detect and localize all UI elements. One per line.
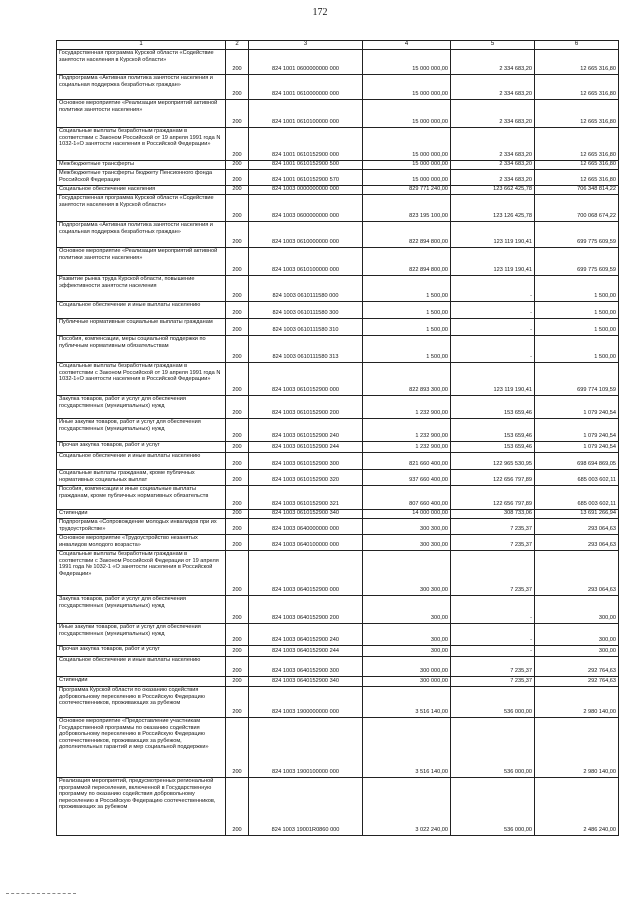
- row-plan-cell: 15 000 000,00: [363, 75, 451, 100]
- row-code-cell: 200: [226, 336, 249, 363]
- row-classifier-cell: 824 1001 0610152900 570: [249, 170, 363, 186]
- row-plan-cell: 300,00: [363, 624, 451, 646]
- row-remaining-cell: 1 500,00: [535, 302, 619, 319]
- row-code-cell: 200: [226, 519, 249, 535]
- row-remaining-cell: 300,00: [535, 596, 619, 624]
- row-code-cell: 200: [226, 535, 249, 551]
- row-plan-cell: 300 000,00: [363, 677, 451, 687]
- table-row: [57, 519, 619, 535]
- row-executed-cell: 122 965 530,95: [451, 453, 535, 470]
- row-plan-cell: 1 500,00: [363, 336, 451, 363]
- table-row: [57, 442, 619, 453]
- table-row: [57, 687, 619, 718]
- row-executed-cell: 7 235,37: [451, 657, 535, 677]
- row-code-cell: 200: [226, 596, 249, 624]
- row-remaining-cell: 685 003 602,11: [535, 470, 619, 486]
- row-code-cell: 200: [226, 453, 249, 470]
- row-classifier-cell: 824 1003 0610000000 000: [249, 222, 363, 248]
- table-row: [57, 186, 619, 195]
- row-name-cell: Социальное обеспечение населения: [57, 186, 226, 195]
- row-code-cell: 200: [226, 170, 249, 186]
- table-row: [57, 396, 619, 419]
- row-code-cell: 200: [226, 470, 249, 486]
- row-name-cell: Пособия, компенсации, меры социальной поддержки по публичным нормативным обязательствам: [57, 336, 226, 363]
- row-remaining-cell: 12 665 316,80: [535, 161, 619, 170]
- row-code-cell: 200: [226, 319, 249, 336]
- table-row: [57, 50, 619, 75]
- row-remaining-cell: 293 064,63: [535, 535, 619, 551]
- row-plan-cell: 300 300,00: [363, 551, 451, 596]
- row-executed-cell: -: [451, 336, 535, 363]
- row-executed-cell: 7 235,37: [451, 519, 535, 535]
- row-remaining-cell: 685 003 602,11: [535, 486, 619, 510]
- table-row: [57, 535, 619, 551]
- row-plan-cell: 1 232 900,00: [363, 396, 451, 419]
- table-row: [57, 170, 619, 186]
- row-executed-cell: 7 235,37: [451, 677, 535, 687]
- footer-divider: [6, 893, 76, 894]
- table-row: [57, 486, 619, 510]
- row-plan-cell: 1 232 900,00: [363, 442, 451, 453]
- row-plan-cell: 15 000 000,00: [363, 100, 451, 128]
- row-classifier-cell: 824 1003 1900000000 000: [249, 687, 363, 718]
- row-executed-cell: -: [451, 319, 535, 336]
- row-executed-cell: 536 000,00: [451, 778, 535, 836]
- row-name-cell: Социальное обеспечение и иные выплаты населению: [57, 453, 226, 470]
- row-code-cell: 200: [226, 419, 249, 442]
- row-name-cell: Основное мероприятие «Реализация мероприятий активной политики занятости населения»: [57, 248, 226, 276]
- table-row: [57, 646, 619, 657]
- row-executed-cell: 153 659,46: [451, 442, 535, 453]
- table-row: [57, 302, 619, 319]
- table-row: [57, 551, 619, 596]
- row-remaining-cell: 292 764,63: [535, 677, 619, 687]
- row-code-cell: 200: [226, 646, 249, 657]
- row-remaining-cell: 698 694 869,05: [535, 453, 619, 470]
- row-classifier-cell: 824 1003 0610152900 240: [249, 419, 363, 442]
- table-row: [57, 510, 619, 519]
- row-code-cell: 200: [226, 50, 249, 75]
- row-classifier-cell: 824 1003 0640152900 340: [249, 677, 363, 687]
- row-remaining-cell: 292 764,63: [535, 657, 619, 677]
- row-plan-cell: 15 000 000,00: [363, 161, 451, 170]
- row-plan-cell: 14 000 000,00: [363, 510, 451, 519]
- column-header: 2: [226, 41, 249, 50]
- table-row: [57, 319, 619, 336]
- row-remaining-cell: 2 980 140,00: [535, 718, 619, 778]
- row-remaining-cell: 699 775 609,59: [535, 248, 619, 276]
- row-executed-cell: 153 659,46: [451, 396, 535, 419]
- column-header: 3: [249, 41, 363, 50]
- row-name-cell: Публичные нормативные социальные выплаты гражданам: [57, 319, 226, 336]
- row-remaining-cell: 706 348 814,22: [535, 186, 619, 195]
- page-number: 172: [312, 7, 328, 18]
- row-executed-cell: 123 119 190,41: [451, 363, 535, 396]
- row-name-cell: Реализация мероприятий, предусмотренных региональной программой переселения, включенной в Государственную программу по оказанию содействия добровольному переселению в Российскую Федерацию соотечественников, проживающих за рубежом: [57, 778, 226, 836]
- row-classifier-cell: 824 1003 19001R0860 000: [249, 778, 363, 836]
- row-code-cell: 200: [226, 161, 249, 170]
- row-executed-cell: 536 000,00: [451, 687, 535, 718]
- row-classifier-cell: 824 1003 0610152900 000: [249, 363, 363, 396]
- row-classifier-cell: 824 1003 0610152900 321: [249, 486, 363, 510]
- row-name-cell: Прочая закупка товаров, работ и услуг: [57, 646, 226, 657]
- row-executed-cell: 2 334 683,20: [451, 170, 535, 186]
- row-name-cell: Государственная программа Курской области «Содействие занятости населения в Курской области»: [57, 50, 226, 75]
- row-name-cell: Социальные выплаты безработным гражданам в соответствии с Законом Российской от 19 апреля 1991 года N 1032-1«О занятости населения в Российской Федерации»: [57, 128, 226, 161]
- row-plan-cell: 1 232 900,00: [363, 419, 451, 442]
- row-name-cell: Развитие рынка труда Курской области, повышение эффективности занятости населения: [57, 276, 226, 302]
- row-name-cell: Прочая закупка товаров, работ и услуг: [57, 442, 226, 453]
- budget-execution-table: [56, 40, 619, 836]
- table-row: [57, 195, 619, 222]
- row-remaining-cell: 293 064,63: [535, 519, 619, 535]
- table-row: [57, 778, 619, 836]
- row-executed-cell: 7 235,37: [451, 551, 535, 596]
- row-executed-cell: 2 334 683,20: [451, 100, 535, 128]
- row-code-cell: 200: [226, 128, 249, 161]
- row-remaining-cell: 2 486 240,00: [535, 778, 619, 836]
- row-code-cell: 200: [226, 222, 249, 248]
- row-plan-cell: 937 660 400,00: [363, 470, 451, 486]
- row-code-cell: 200: [226, 657, 249, 677]
- row-remaining-cell: 1 500,00: [535, 336, 619, 363]
- table-row: [57, 100, 619, 128]
- row-executed-cell: 7 235,37: [451, 535, 535, 551]
- row-remaining-cell: 12 665 316,80: [535, 50, 619, 75]
- row-plan-cell: 3 516 140,00: [363, 687, 451, 718]
- row-code-cell: 200: [226, 718, 249, 778]
- row-name-cell: Социальное обеспечение и иные выплаты населению: [57, 657, 226, 677]
- row-name-cell: Подпрограмма «Сопровождение молодых инвалидов при их трудоустройстве»: [57, 519, 226, 535]
- row-name-cell: Стипендии: [57, 677, 226, 687]
- row-classifier-cell: 824 1003 0610152900 320: [249, 470, 363, 486]
- row-remaining-cell: 300,00: [535, 646, 619, 657]
- row-code-cell: 200: [226, 248, 249, 276]
- table-row: [57, 596, 619, 624]
- row-plan-cell: 15 000 000,00: [363, 170, 451, 186]
- row-plan-cell: 300 300,00: [363, 535, 451, 551]
- table-row: [57, 453, 619, 470]
- row-name-cell: Социальные выплаты безработным гражданам в соответствии с Законом Российской от 19 апреля 1991 года N 1032-1«О занятости населения в Российской Федерации»: [57, 363, 226, 396]
- row-remaining-cell: 2 980 140,00: [535, 687, 619, 718]
- row-executed-cell: 153 659,46: [451, 419, 535, 442]
- row-name-cell: Основное мероприятие «Реализация мероприятий активной политики занятости населения»: [57, 100, 226, 128]
- row-classifier-cell: 824 1003 0610111580 310: [249, 319, 363, 336]
- row-plan-cell: 821 660 400,00: [363, 453, 451, 470]
- row-classifier-cell: 824 1003 0610111580 300: [249, 302, 363, 319]
- row-executed-cell: 2 334 683,20: [451, 50, 535, 75]
- row-plan-cell: 1 500,00: [363, 319, 451, 336]
- row-code-cell: 200: [226, 778, 249, 836]
- row-name-cell: Социальное обеспечение и иные выплаты населению: [57, 302, 226, 319]
- row-classifier-cell: 824 1003 0610111580 313: [249, 336, 363, 363]
- row-plan-cell: 15 000 000,00: [363, 50, 451, 75]
- row-classifier-cell: 824 1003 0640000000 000: [249, 519, 363, 535]
- row-classifier-cell: 824 1003 0640152900 000: [249, 551, 363, 596]
- row-classifier-cell: 824 1003 0640152900 240: [249, 624, 363, 646]
- row-name-cell: Межбюджетные трансферты: [57, 161, 226, 170]
- table-row: [57, 470, 619, 486]
- column-header: 6: [535, 41, 619, 50]
- row-remaining-cell: 12 665 316,80: [535, 100, 619, 128]
- row-classifier-cell: 824 1003 0640100000 000: [249, 535, 363, 551]
- row-classifier-cell: 824 1001 0610100000 000: [249, 100, 363, 128]
- row-name-cell: Иные закупки товаров, работ и услуг для обеспечения государственных (муниципальных) нужд: [57, 419, 226, 442]
- row-executed-cell: 122 656 797,89: [451, 486, 535, 510]
- row-plan-cell: 3 516 140,00: [363, 718, 451, 778]
- row-classifier-cell: 824 1003 0640152900 300: [249, 657, 363, 677]
- row-remaining-cell: 699 775 609,59: [535, 222, 619, 248]
- row-remaining-cell: 1 500,00: [535, 319, 619, 336]
- row-plan-cell: 822 894 800,00: [363, 222, 451, 248]
- row-executed-cell: 123 662 425,78: [451, 186, 535, 195]
- table-row: [57, 363, 619, 396]
- table-row: [57, 419, 619, 442]
- row-code-cell: 200: [226, 186, 249, 195]
- row-name-cell: Подпрограмма «Активная политика занятости населения и социальная поддержка безработных граждан»: [57, 75, 226, 100]
- row-code-cell: 200: [226, 624, 249, 646]
- table-row: [57, 128, 619, 161]
- row-classifier-cell: 824 1003 0640152900 244: [249, 646, 363, 657]
- row-code-cell: 200: [226, 486, 249, 510]
- row-name-cell: Социальные выплаты гражданам, кроме публичных нормативных социальных выплат: [57, 470, 226, 486]
- table-row: [57, 161, 619, 170]
- column-header: 5: [451, 41, 535, 50]
- row-plan-cell: 300,00: [363, 596, 451, 624]
- row-classifier-cell: 824 1003 0000000000 000: [249, 186, 363, 195]
- row-name-cell: Закупка товаров, работ и услуг для обеспечения государственных (муниципальных) нужд: [57, 396, 226, 419]
- row-code-cell: 200: [226, 100, 249, 128]
- row-name-cell: Основное мероприятие «Предоставление участникам Государственной программы по оказанию содействия добровольному переселению в Российскую Федерацию соотечественников, проживающих за рубежом, дополнительных гарантий и мер социальной поддержки»: [57, 718, 226, 778]
- row-executed-cell: 308 733,06: [451, 510, 535, 519]
- row-plan-cell: 823 195 100,00: [363, 195, 451, 222]
- row-code-cell: 200: [226, 75, 249, 100]
- table-row: [57, 624, 619, 646]
- row-code-cell: 200: [226, 677, 249, 687]
- table-row: [57, 248, 619, 276]
- table-header-row: [57, 41, 619, 50]
- row-classifier-cell: 824 1003 0640152900 200: [249, 596, 363, 624]
- row-classifier-cell: 824 1001 0610000000 000: [249, 75, 363, 100]
- row-executed-cell: -: [451, 624, 535, 646]
- row-executed-cell: 123 126 425,78: [451, 195, 535, 222]
- row-code-cell: 200: [226, 442, 249, 453]
- row-remaining-cell: 12 665 316,80: [535, 75, 619, 100]
- row-plan-cell: 822 894 800,00: [363, 248, 451, 276]
- row-classifier-cell: 824 1003 0610152900 340: [249, 510, 363, 519]
- row-plan-cell: 300 300,00: [363, 519, 451, 535]
- row-plan-cell: 822 893 300,00: [363, 363, 451, 396]
- row-executed-cell: 123 119 190,41: [451, 222, 535, 248]
- row-remaining-cell: 12 665 316,80: [535, 170, 619, 186]
- row-classifier-cell: 824 1001 0610152900 500: [249, 161, 363, 170]
- row-plan-cell: 15 000 000,00: [363, 128, 451, 161]
- row-name-cell: Межбюджетные трансферты бюджету Пенсионного фонда Российской Федерации: [57, 170, 226, 186]
- row-classifier-cell: 824 1003 1900100000 000: [249, 718, 363, 778]
- row-executed-cell: -: [451, 276, 535, 302]
- row-executed-cell: 122 656 797,89: [451, 470, 535, 486]
- row-name-cell: Программа Курской области по оказанию содействия добровольному переселению в Российскую Федерацию соотечественников, проживающих за рубежом: [57, 687, 226, 718]
- row-name-cell: Государственная программа Курской области «Содействие занятости населения в Курской области»: [57, 195, 226, 222]
- table-row: [57, 276, 619, 302]
- row-executed-cell: 2 334 683,20: [451, 128, 535, 161]
- row-plan-cell: 807 660 400,00: [363, 486, 451, 510]
- row-remaining-cell: 1 500,00: [535, 276, 619, 302]
- row-name-cell: Основное мероприятие «Трудоустройство незанятых инвалидов молодого возраста»: [57, 535, 226, 551]
- row-code-cell: 200: [226, 195, 249, 222]
- row-code-cell: 200: [226, 687, 249, 718]
- table-row: [57, 657, 619, 677]
- row-remaining-cell: 12 665 316,80: [535, 128, 619, 161]
- row-classifier-cell: 824 1003 0610152900 244: [249, 442, 363, 453]
- row-code-cell: 200: [226, 302, 249, 319]
- row-classifier-cell: 824 1001 0600000000 000: [249, 50, 363, 75]
- row-executed-cell: -: [451, 646, 535, 657]
- row-classifier-cell: 824 1003 0610100000 000: [249, 248, 363, 276]
- row-remaining-cell: 300,00: [535, 624, 619, 646]
- row-classifier-cell: 824 1003 0610111580 000: [249, 276, 363, 302]
- row-plan-cell: 1 500,00: [363, 302, 451, 319]
- row-name-cell: Подпрограмма «Активная политика занятости населения и социальная поддержка безработных граждан»: [57, 222, 226, 248]
- row-remaining-cell: 293 064,63: [535, 551, 619, 596]
- row-code-cell: 200: [226, 363, 249, 396]
- row-plan-cell: 300,00: [363, 646, 451, 657]
- column-header: 1: [57, 41, 226, 50]
- row-classifier-cell: 824 1003 0610152900 300: [249, 453, 363, 470]
- row-remaining-cell: 1 079 240,54: [535, 442, 619, 453]
- row-name-cell: Иные закупки товаров, работ и услуг для обеспечения государственных (муниципальных) нужд: [57, 624, 226, 646]
- row-code-cell: 200: [226, 510, 249, 519]
- row-remaining-cell: 699 774 109,59: [535, 363, 619, 396]
- row-classifier-cell: 824 1001 0610152900 000: [249, 128, 363, 161]
- column-header: 4: [363, 41, 451, 50]
- row-plan-cell: 1 500,00: [363, 276, 451, 302]
- row-executed-cell: -: [451, 596, 535, 624]
- row-classifier-cell: 824 1003 0600000000 000: [249, 195, 363, 222]
- row-remaining-cell: 1 079 240,54: [535, 396, 619, 419]
- row-executed-cell: 536 000,00: [451, 718, 535, 778]
- row-remaining-cell: 700 068 674,22: [535, 195, 619, 222]
- row-executed-cell: 123 119 190,41: [451, 248, 535, 276]
- row-code-cell: 200: [226, 551, 249, 596]
- row-plan-cell: 3 022 240,00: [363, 778, 451, 836]
- table-row: [57, 718, 619, 778]
- table-row: [57, 222, 619, 248]
- row-executed-cell: 2 334 683,20: [451, 75, 535, 100]
- row-remaining-cell: 1 079 240,54: [535, 419, 619, 442]
- table-row: [57, 75, 619, 100]
- row-name-cell: Стипендии: [57, 510, 226, 519]
- row-remaining-cell: 13 691 266,94: [535, 510, 619, 519]
- row-classifier-cell: 824 1003 0610152900 200: [249, 396, 363, 419]
- row-executed-cell: 2 334 683,20: [451, 161, 535, 170]
- row-name-cell: Пособия, компенсации и иные социальные выплаты гражданам, кроме публичных нормативных обязательств: [57, 486, 226, 510]
- table-row: [57, 677, 619, 687]
- row-executed-cell: -: [451, 302, 535, 319]
- row-plan-cell: 829 771 240,00: [363, 186, 451, 195]
- table-row: [57, 336, 619, 363]
- row-name-cell: Закупка товаров, работ и услуг для обеспечения государственных (муниципальных) нужд: [57, 596, 226, 624]
- row-code-cell: 200: [226, 396, 249, 419]
- row-code-cell: 200: [226, 276, 249, 302]
- row-name-cell: Социальные выплаты безработным гражданам в соответствии с Законом Российской Федерации от 19 апреля 1991 года № 1032-1 «О занятости населения в Российской Федерации»: [57, 551, 226, 596]
- row-plan-cell: 300 000,00: [363, 657, 451, 677]
